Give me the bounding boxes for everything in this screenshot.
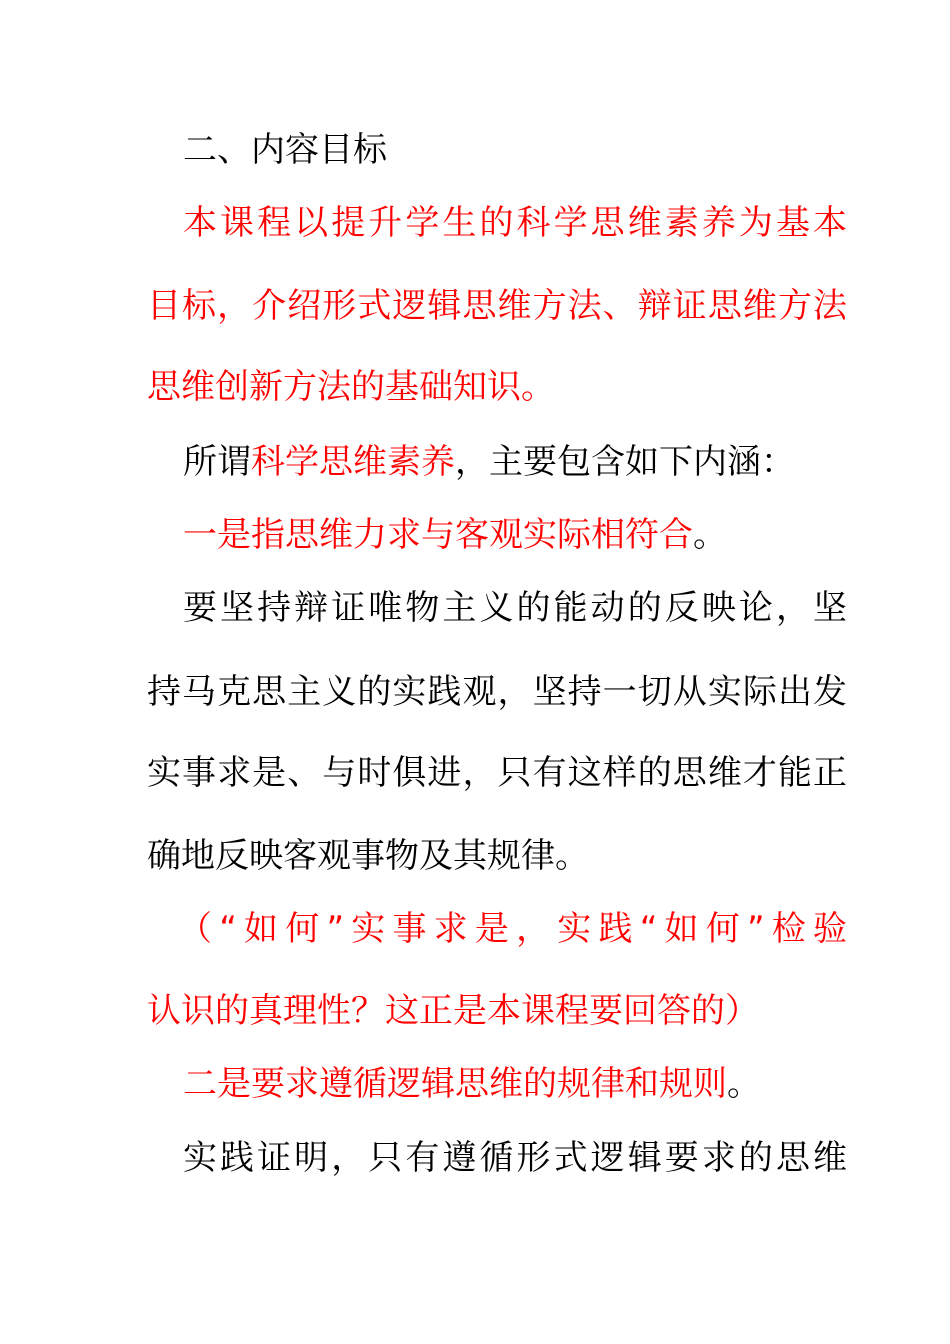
- paragraph-line: [183, 442, 795, 482]
- paragraph-line: [147, 836, 589, 876]
- paragraph-line: [147, 672, 847, 712]
- text-segment: 思维创新方法的基础知识。: [147, 367, 555, 407]
- text-segment: 。: [727, 1064, 761, 1104]
- text-segment: 要坚持辩证唯物主义的能动的反映论，坚: [183, 588, 847, 628]
- text-segment: 持马克思主义的实践观，坚持一切从实际出发: [147, 672, 847, 712]
- text-segment: 所谓: [183, 442, 251, 482]
- highlight-term: 二是要求遵循逻辑思维的规律和规则: [183, 1064, 727, 1104]
- note-line: [147, 991, 759, 1031]
- paragraph-line: [183, 588, 847, 628]
- text-segment: 二、内容目标: [183, 130, 387, 170]
- text-segment: ，主要包含如下内涵：: [455, 442, 795, 482]
- text-segment: 实事求是、与时俱进，只有这样的思维才能正: [147, 753, 847, 793]
- paragraph-line: [183, 1138, 847, 1178]
- paragraph-line: [183, 203, 847, 243]
- point-heading: [183, 515, 727, 555]
- text-segment: （“如何”实事求是，实践“如何”检验: [178, 909, 847, 949]
- section-heading: [183, 130, 387, 170]
- highlight-term: 科学思维素养: [251, 442, 455, 482]
- text-segment: 。: [693, 515, 727, 555]
- text-segment: 目标，介绍形式逻辑思维方法、辩证思维方法: [147, 286, 847, 326]
- paragraph-line: [147, 286, 847, 326]
- text-segment: 实践证明，只有遵循形式逻辑要求的思维: [183, 1138, 847, 1178]
- highlight-term: 一是指思维力求与客观实际相符合: [183, 515, 693, 555]
- paragraph-line: [147, 367, 555, 407]
- text-segment: 确地反映客观事物及其规律。: [147, 836, 589, 876]
- text-segment: 认识的真理性？这正是本课程要回答的）: [147, 991, 759, 1031]
- note-line: [178, 909, 847, 949]
- point-heading: [183, 1064, 761, 1104]
- paragraph-line: [147, 753, 847, 793]
- text-segment: 本课程以提升学生的科学思维素养为基本: [183, 203, 847, 243]
